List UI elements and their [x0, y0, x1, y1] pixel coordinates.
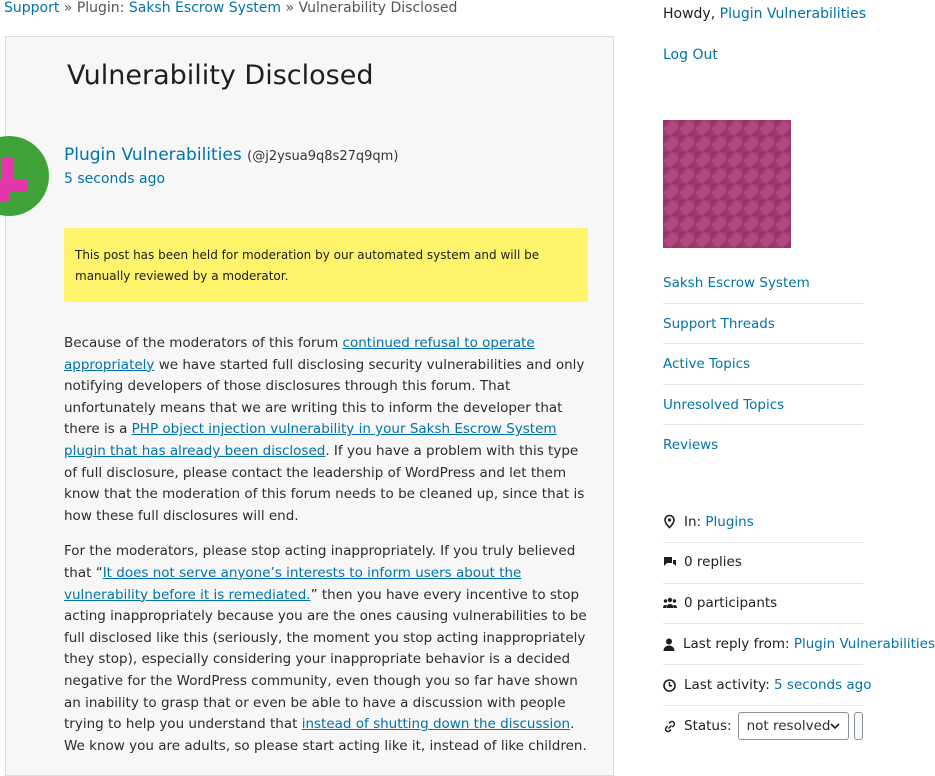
topic-meta [663, 502, 935, 747]
vulnerability-link[interactable]: PHP object injection vulnerability in your Saksh Escrow System plugin that has already been disclosed [64, 421, 557, 459]
post-content [64, 333, 588, 771]
replies-icon [663, 556, 676, 569]
link-icon [663, 720, 676, 733]
meta-replies: 0 replies [663, 543, 863, 584]
breadcrumb-separator: » [63, 0, 73, 16]
nav-item-reviews[interactable]: Reviews [663, 437, 719, 454]
location-pin-icon [663, 515, 676, 528]
status-select[interactable]: not resolved [738, 712, 850, 740]
post-paragraph-2: For the moderators, please stop acting inappropriately. If you truly believed that “It does not serve anyone’s interests to inform users about the vulnerability before it is remediated.” then you have every incentive to stop acting inappropriately because you are the ones causing vulnerabilities to be full disclosed like this (seriously, the moment you stop acting inappropriately they stop), especially considering your inappropriate behavior is a decided negative for the WordPress community, even though you so far have shown an inability to grasp that or even be able to have a discussion with people trying to help you understand that instead of shutting down the discussion. We know you are adults, so please start acting like it, instead of like children. [64, 543, 587, 754]
last-activity-link[interactable]: 5 seconds ago [774, 676, 872, 693]
nav-item-active-topics[interactable]: Active Topics [663, 344, 863, 385]
breadcrumb-support-link[interactable]: Support [4, 0, 60, 16]
meta-status: Status: not resolved [663, 706, 863, 747]
nav-item-plugin[interactable]: Saksh Escrow System [663, 263, 863, 304]
plugin-nav [663, 263, 863, 466]
moderation-notice: This post has been held for moderation by our automated system and will be manually reviewed by a moderator. [64, 228, 588, 302]
breadcrumb-separator: » [285, 0, 295, 16]
refusal-link[interactable]: continued refusal to operate appropriately [64, 335, 535, 373]
quote-link[interactable]: It does not serve anyone’s interests to inform users about the vulnerability before it is remediated. [64, 564, 522, 603]
meta-participants: 0 participants [663, 584, 863, 625]
topic-panel [5, 36, 614, 776]
post-paragraph-1: Because of the moderators of this forum continued refusal to operate appropriately we have started full disclosing security vulnerabilities and only notifying developers of those disclosures through this forum. That unfortunately means that we are writing this to inform the developer that there is a PHP object injection vulnerability in your Saksh Escrow System plugin that has already been disclosed. If you have a problem with this type of full disclosure, please contact the leadership of WordPress and let them know that the moderation of this forum needs to be cleaned up, since that is how these full disclosures will end. [64, 335, 585, 524]
post-time-link[interactable]: 5 seconds ago [64, 171, 166, 187]
clock-icon [663, 679, 676, 692]
forum-link[interactable]: Plugins [705, 513, 754, 530]
meta-last-reply: Last reply from: Plugin Vulnerabilities [663, 624, 863, 665]
meta-last-activity: Last activity: 5 seconds ago [663, 665, 863, 706]
participants-icon [663, 597, 676, 610]
breadcrumb-plugin-link[interactable]: Saksh Escrow System [128, 0, 282, 16]
discussion-link[interactable]: instead of shutting down the discussion [301, 716, 571, 733]
status-submit-button[interactable] [854, 712, 863, 740]
author-name-link[interactable]: Plugin Vulnerabilities [64, 145, 242, 165]
nav-item-support-threads[interactable]: Support Threads [663, 304, 863, 345]
page-title: Vulnerability Disclosed [67, 60, 374, 91]
chevron-down-icon [830, 723, 840, 729]
author-handle: (@j2ysua9q8s27q9qm) [247, 149, 399, 164]
user-profile-link[interactable]: Plugin Vulnerabilities [719, 6, 866, 22]
breadcrumb-plugin-prefix: Plugin: [76, 0, 125, 16]
logout-link[interactable]: Log Out [663, 47, 718, 63]
nav-item-unresolved-topics[interactable]: Unresolved Topics [663, 385, 863, 426]
user-icon [663, 638, 675, 651]
plugin-icon[interactable] [663, 120, 791, 248]
last-reply-author-link[interactable]: Plugin Vulnerabilities [793, 635, 935, 652]
breadcrumb-current: Vulnerability Disclosed [298, 0, 458, 16]
author-info [64, 145, 398, 165]
avatar[interactable] [0, 136, 45, 216]
breadcrumb [4, 0, 457, 16]
meta-forum: In: Plugins [663, 502, 863, 543]
howdy-greeting: Howdy, Plugin Vulnerabilities [663, 6, 866, 22]
